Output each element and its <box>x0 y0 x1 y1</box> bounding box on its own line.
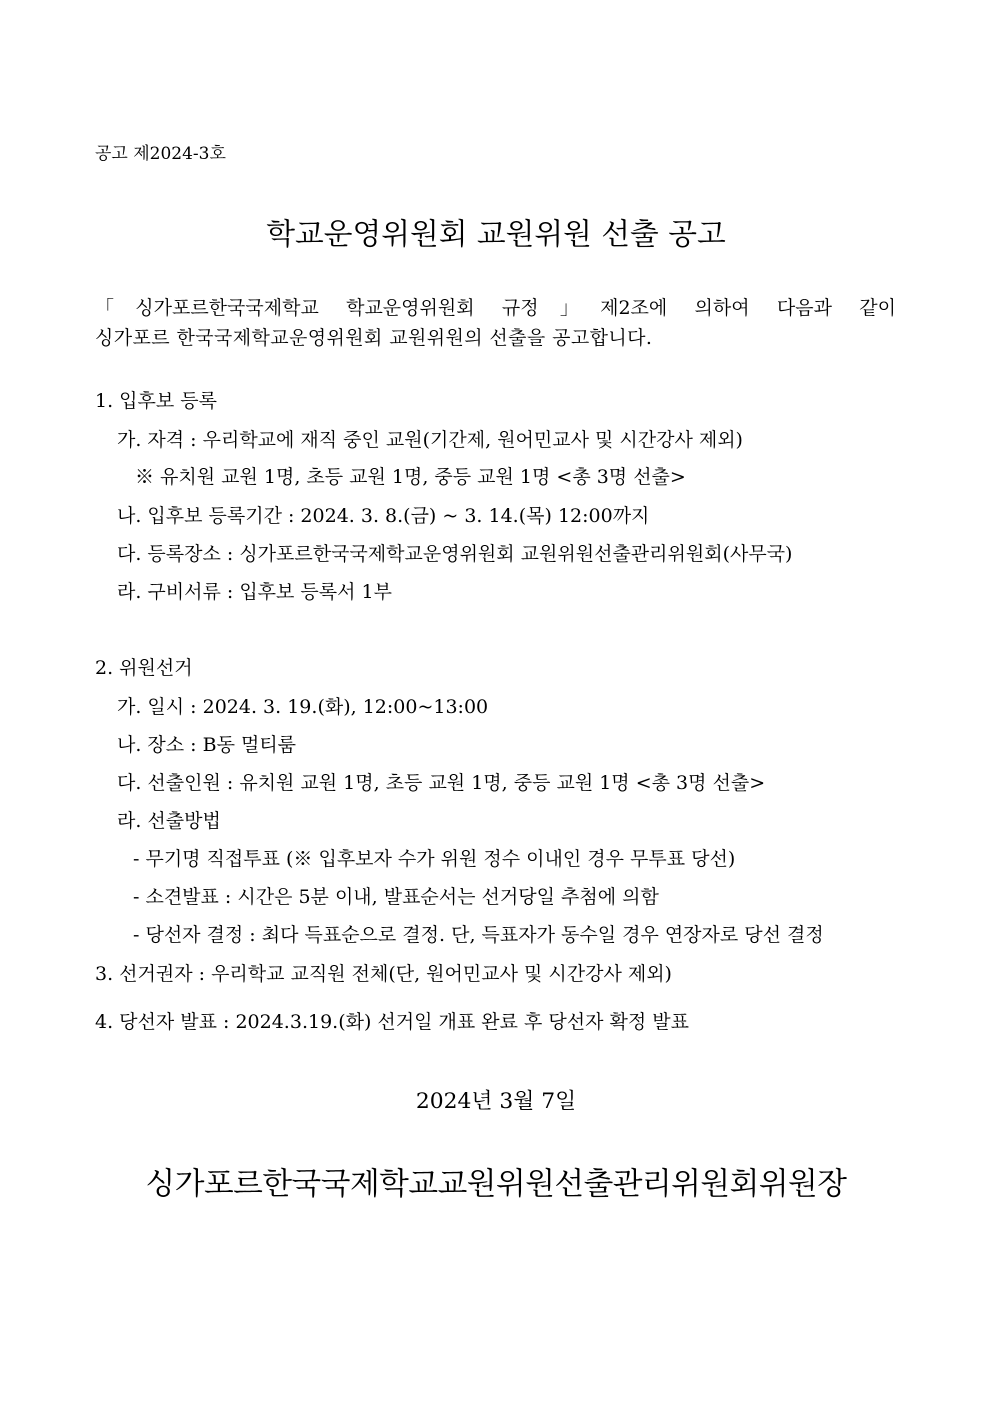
notice-number: 공고 제2024-3호 <box>95 144 226 164</box>
section-3: 3. 선거권자 : 우리학교 교직원 전체(단, 원어민교사 및 시간강사 제외) <box>95 963 672 985</box>
section-1-item-na: 나. 입후보 등록기간 : 2024. 3. 8.(금) ~ 3. 14.(목) 12:00까지 <box>117 505 650 527</box>
section-1-item-da: 다. 등록장소 : 싱가포르한국국제학교운영위원회 교원위원선출관리위원회(사무국) <box>117 543 793 565</box>
section-2-item-na: 나. 장소 : B동 멀티룸 <box>117 734 297 756</box>
section-1-heading: 1. 입후보 등록 <box>95 390 217 412</box>
page-title: 학교운영위원회 교원위원 선출 공고 <box>266 217 726 252</box>
section-2-item-ra: 라. 선출방법 <box>117 810 221 832</box>
section-1-item-ra: 라. 구비서류 : 입후보 등록서 1부 <box>117 581 392 603</box>
issuer-name: 싱가포르한국국제학교교원위원선출관리위원회위원장 <box>145 1166 847 1202</box>
section-2-method-1: - 무기명 직접투표 (※ 입후보자 수가 위원 정수 이내인 경우 무투표 당선) <box>133 848 736 870</box>
notice-date: 2024년 3월 7일 <box>415 1089 577 1114</box>
section-2-item-ga: 가. 일시 : 2024. 3. 19.(화), 12:00~13:00 <box>117 696 489 718</box>
section-2-method-2: - 소견발표 : 시간은 5분 이내, 발표순서는 선거당일 추첨에 의함 <box>133 886 659 908</box>
section-2-item-da: 다. 선출인원 : 유치원 교원 1명, 초등 교원 1명, 중등 교원 1명 <총 3명 선출> <box>117 772 766 794</box>
section-4: 4. 당선자 발표 : 2024.3.19.(화) 선거일 개표 완료 후 당선자 확정 발표 <box>95 1011 689 1033</box>
section-2-heading: 2. 위원선거 <box>95 657 193 679</box>
intro-line-2: 싱가포르 한국국제학교운영위원회 교원위원의 선출을 공고합니다. <box>95 327 653 349</box>
section-2-method-3: - 당선자 결정 : 최다 득표순으로 결정. 단, 득표자가 동수일 경우 연장자로 당선 결정 <box>133 924 824 946</box>
section-1-note: ※ 유치원 교원 1명, 초등 교원 1명, 중등 교원 1명 <총 3명 선출> <box>135 466 686 488</box>
section-1-item-ga: 가. 자격 : 우리학교에 재직 중인 교원(기간제, 원어민교사 및 시간강사 제외) <box>117 429 743 451</box>
intro-line-1: 「싱가포르한국국제학교 학교운영위원회 규정」제2조에 의하여 다음과 같이 <box>95 297 896 319</box>
